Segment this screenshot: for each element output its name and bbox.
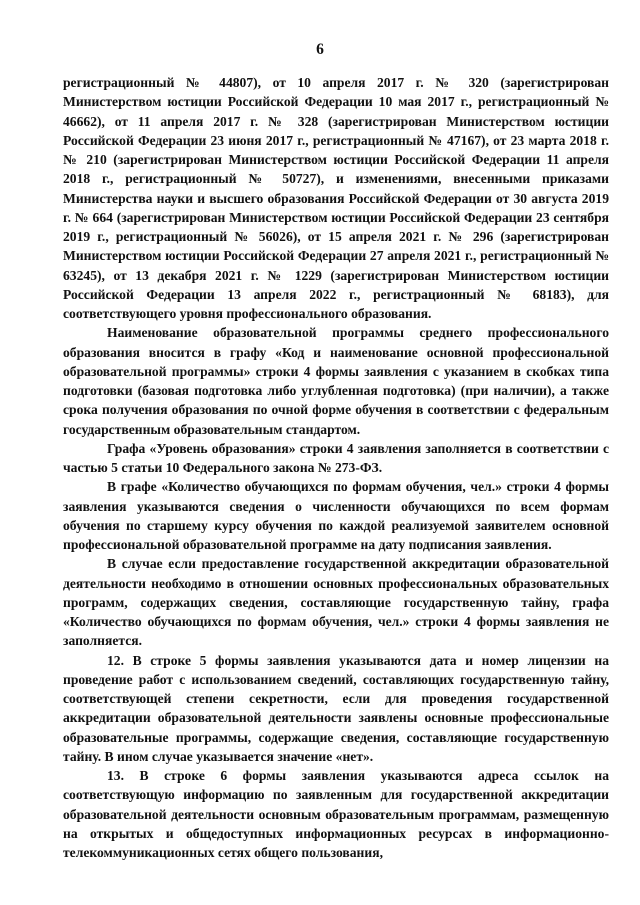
paragraph-education-level: Графа «Уровень образования» строки 4 заявления заполняется в соответствии с частью 5 статьи 10 Федерального закона № 273-ФЗ. [63, 440, 609, 475]
paragraph-item-12: 12. В строке 5 формы заявления указываются дата и номер лицензии на проведение работ с использованием сведений, составляющих государственную тайну, соответствующей степени секретности, если для проведения государственной аккредитации образовательной деятельности заявлены основные профессиональные образовательные программы, содержащие сведения, составляющие государственную тайну. В ином случае указывается значение «нет». [63, 652, 609, 764]
paragraph-state-secret: В случае если предоставление государственной аккредитации образовательной деятельности необходимо в отношении основных профессиональных образовательных программ, содержащих сведения, составляющие государственную тайну, графа «Количество обучающихся по формам обучения, чел.» строки 4 формы заявления не заполняется. [63, 556, 609, 649]
paragraph-item-13: 13. В строке 6 формы заявления указываются адреса ссылок на соответствующую информацию по заявленным для государственной аккредитации образовательной деятельности основным образовательным программам, размещенную на открытых и общедоступных информационных ресурсах в информационно-телекоммуникационных сетях общего пользования, [63, 768, 609, 860]
paragraph-continuation: регистрационный № 44807), от 10 апреля 2017 г. № 320 (зарегистрирован Министерством юстиции Российской Федерации 10 мая 2017 г., регистрационный № 46662), от 11 апреля 2017 г. № 328 (зарегистрирован Министерством юстиции Российской Федерации 23 июня 2017 г., регистрационный № 47167), от 23 марта 2018 г. № 210 (зарегистрирован Министерством юстиции Российской Федерации 11 апреля 2018 г., регистрационный № 50727), и изменениями, внесенными приказами Министерства науки и высшего образования Российской Федерации от 30 августа 2019 г. № 664 (зарегистрирован Министерством юстиции Российской Федерации 23 сентября 2019 г., регистрационный № 56026), от 15 апреля 2021 г. № 296 (зарегистрирован Министерством юстиции Российской Федерации 27 апреля 2021 г., регистрационный № 63245), от 13 декабря 2021 г. № 1229 (зарегистрирован Министерством юстиции Российской Федерации 13 апреля 2022 г., регистрационный № 68183), для соответствующего уровня профессионального образования. [63, 75, 609, 321]
page-number: 6 [316, 41, 324, 58]
paragraph-program-name: Наименование образовательной программы среднего профессионального образования вносится в графу «Код и наименование основной профессиональной образовательной программы» строки 4 формы заявления с указанием в скобках типа подготовки (базовая подготовка либо углубленная подготовка) (при наличии), а также срока получения образования по очной форме обучения в соответствии с федеральным государственным образовательным стандартом. [63, 325, 609, 437]
paragraph-student-count: В графе «Количество обучающихся по формам обучения, чел.» строки 4 формы заявления указываются сведения о численности обучающихся по всем формам обучения по старшему курсу обучения по каждой реализуемой заявителем основной профессиональной образовательной программе на дату подписания заявления. [63, 479, 609, 552]
document-body [63, 73, 609, 862]
